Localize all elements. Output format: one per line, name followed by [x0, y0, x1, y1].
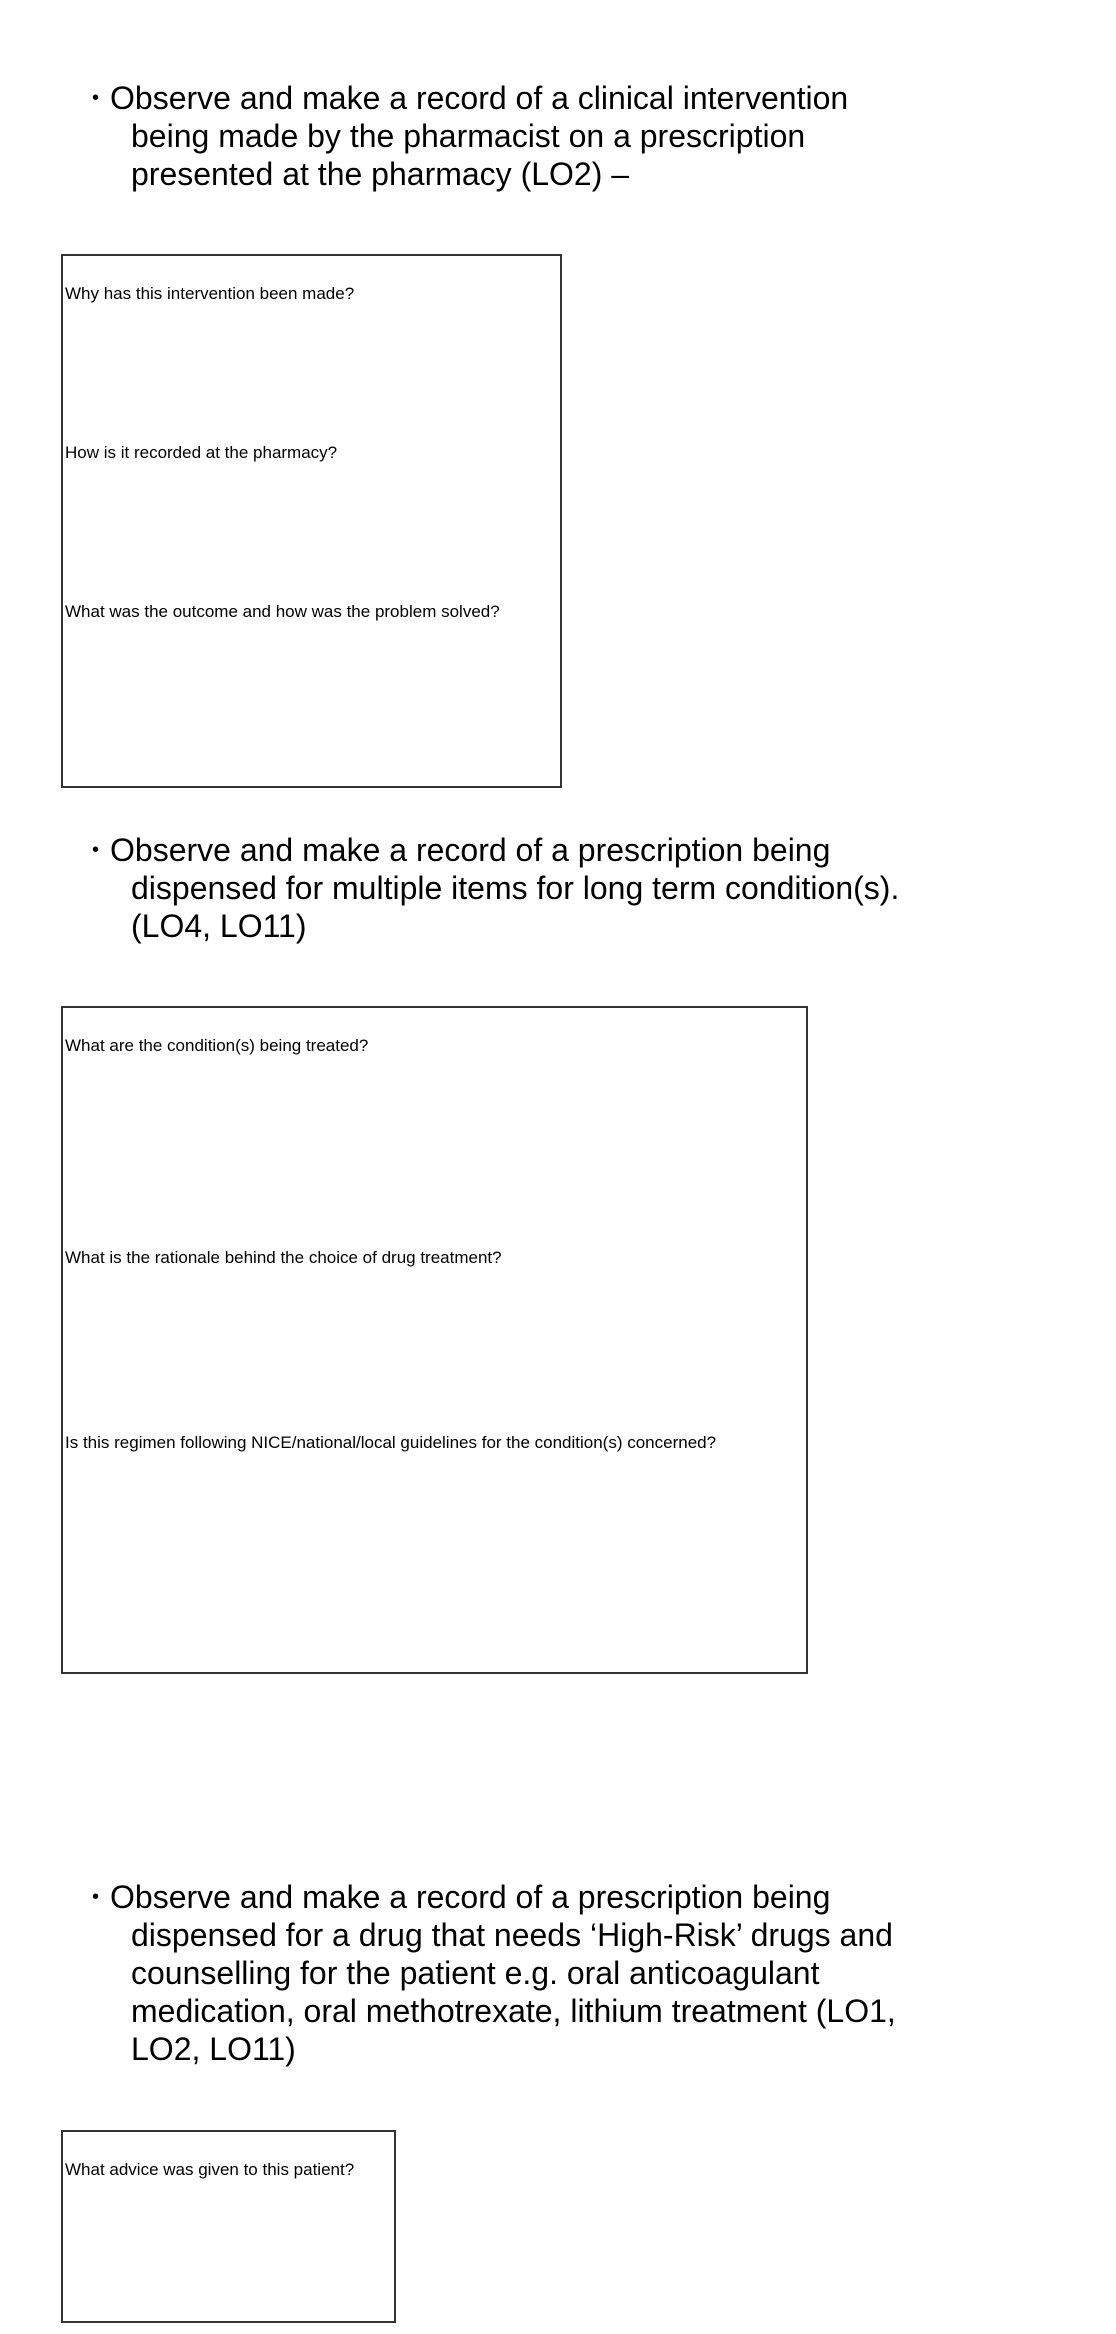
task-3-line-2: dispensed for a drug that needs ‘High-Risk’ drugs and	[131, 1917, 893, 1953]
task-1-line-2: being made by the pharmacist on a prescription	[131, 118, 806, 154]
task-1-description	[92, 79, 992, 193]
task-1-question-2: How is it recorded at the pharmacy?	[65, 443, 338, 462]
task-3-line-5: LO2, LO11)	[131, 2031, 296, 2067]
task-1-line-3: presented at the pharmacy (LO2) –	[131, 156, 630, 192]
task-2-answer-box[interactable]	[61, 1006, 808, 1674]
task-2-line-1: Observe and make a record of a prescription being	[110, 832, 831, 868]
task-3-line-4: medication, oral methotrexate, lithium treatment (LO1,	[131, 1993, 896, 2029]
task-2-question-3: Is this regimen following NICE/national/local guidelines for the condition(s) concerned?	[65, 1433, 717, 1452]
task-2-line-3: (LO4, LO11)	[131, 908, 307, 944]
task-1-question-3: What was the outcome and how was the problem solved?	[65, 602, 500, 621]
task-3-description	[92, 1878, 992, 2068]
task-1-answer-box[interactable]	[61, 254, 562, 788]
task-1-question-1: Why has this intervention been made?	[65, 284, 355, 303]
task-2-question-2: What is the rationale behind the choice of drug treatment?	[65, 1248, 502, 1267]
task-2-question-1: What are the condition(s) being treated?	[65, 1036, 369, 1055]
bullet-icon: •	[92, 1886, 100, 1908]
task-3-answer-box[interactable]	[61, 2130, 396, 2323]
task-3-line-3: counselling for the patient e.g. oral anticoagulant	[131, 1955, 820, 1991]
task-2-line-2: dispensed for multiple items for long term condition(s).	[131, 870, 900, 906]
task-1-line-1: Observe and make a record of a clinical intervention	[110, 80, 849, 116]
task-3-line-1: Observe and make a record of a prescription being	[110, 1879, 831, 1915]
task-2-description	[92, 831, 992, 945]
bullet-icon: •	[92, 839, 100, 861]
task-3-question-1: What advice was given to this patient?	[65, 2160, 355, 2179]
bullet-icon: •	[92, 87, 100, 109]
